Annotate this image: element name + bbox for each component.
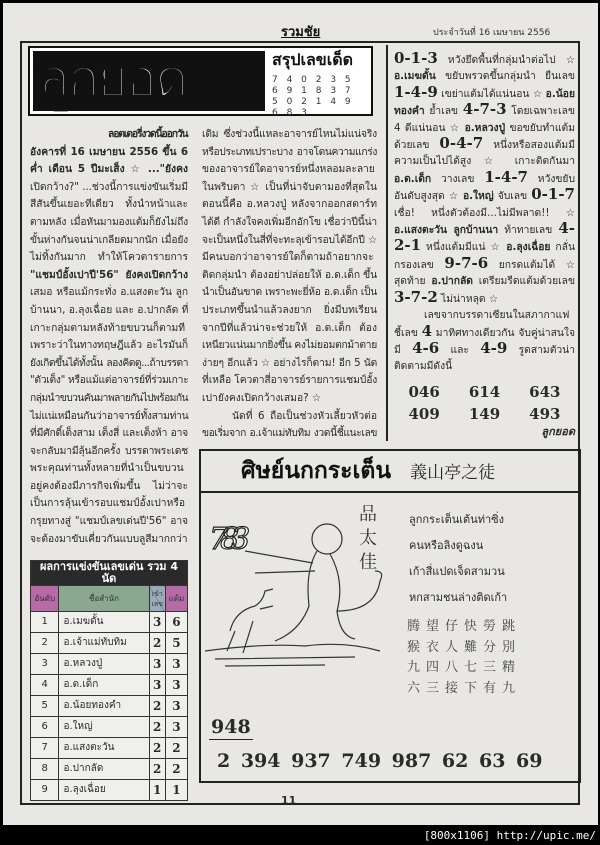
- rank-cell: 1: [31, 612, 59, 633]
- text-line: สีสันขึ้นเยอะทีเดียว ทั้งนำหน้าและ: [30, 198, 188, 211]
- predicted-number: 1-4-9: [394, 82, 438, 101]
- predicted-number: 1-4-7: [484, 167, 528, 186]
- watermark: [800x1106] http://upic.me/: [423, 829, 596, 842]
- table-row: [31, 759, 188, 780]
- publication-logo: รวมชัย: [281, 25, 321, 40]
- col-hits: [149, 586, 165, 612]
- text-line: กรุยทางสู่ "แชมป์เลขเด่นปี'56" อาจ: [30, 515, 188, 528]
- vertical-chinese: [359, 503, 381, 575]
- text-run: ขอขยับทำแต้มด้วยเลข: [394, 121, 575, 152]
- signature: ลูกยอด: [541, 424, 575, 438]
- master-name: อ.ปากลัด: [431, 275, 473, 288]
- box-title-thai: ศิษย์นกกระเต็น: [241, 458, 392, 484]
- text-line: อังคารที่ 16 เมษายน 2556 ขึ้น 6: [30, 145, 188, 158]
- text-run: กลั่นกรองเลข: [394, 241, 575, 271]
- text-run: และ: [439, 343, 481, 356]
- text-line: อยู่คงต้องมีภารกิจเพิ่มขึ้น ไม่ว่าจะ: [30, 479, 188, 492]
- text-line: เปายังคงเปิดกว้างเสมอ? ☆: [202, 391, 322, 404]
- text-run: รูดสามตัวน่าติดตามมีดังนี้: [394, 343, 575, 373]
- text-line: "ตัวเต็ง" หรือแม้แต่อาจารย์ที่ร่วมเกาะ: [30, 374, 189, 387]
- name-cell: อ.ปากลัด: [59, 759, 149, 780]
- master-name: อ.ด.เด็ก: [394, 172, 432, 185]
- text-line: ที่เหลือ โควตาสี่อาจารย์รายการแชมป์อั้ง: [202, 374, 378, 387]
- text-line: เพราะว่าในทางทฤษฎีแล้ว อะไรมันก็: [30, 339, 188, 352]
- points-cell: 3: [165, 654, 187, 675]
- hits-cell: 3: [149, 612, 165, 633]
- poem-line: 九四八七三精: [407, 660, 522, 675]
- text-line: เกาะกลุ่มตามหลังท้ายขบวนก็ตามที: [30, 321, 186, 334]
- predicted-number: 4-6: [412, 338, 440, 357]
- middle-column-text: [202, 126, 377, 443]
- rank-cell: 9: [31, 780, 59, 801]
- rank-cell: 5: [31, 696, 59, 717]
- table-row: [31, 612, 188, 633]
- text-line: "แชมป์อั้งเปาปี'56" ยังคงเปิดกว้าง: [30, 268, 188, 281]
- table-caption: ผลการแข่งขันเลขเด่น รวม 4 นัด: [31, 561, 188, 586]
- text-run: ย้ำเลข: [424, 105, 463, 118]
- text-run: หนึ่งแต้มมีแน่ ☆: [421, 241, 507, 254]
- rabbit: [227, 589, 273, 653]
- hits-cell: 1: [149, 780, 165, 801]
- three-digit-number: 409: [408, 404, 440, 423]
- hits-cell: 2: [149, 717, 165, 738]
- text-line: พระคุณท่านทั้งหลายที่นำเป็นขบวน: [30, 462, 184, 475]
- text-line: เดิม ซึ่งช่วงนี้แหละอาจารย์ไหนไม่แน่จริง: [202, 128, 377, 140]
- points-cell: 2: [165, 738, 187, 759]
- col-hits-top: เข้า: [151, 589, 163, 598]
- poem-line: 六三接下有九: [407, 680, 522, 696]
- text-run: หวังยึดพื้นที่กลุ่มนำต่อไป ☆: [437, 54, 575, 66]
- box-title-chinese: 義山亭之徒: [410, 463, 496, 483]
- text-line: ได้ดี กำลังใจคงเพิ่มอีกอักโข เชื่อว่าปีนี้น่า: [202, 215, 377, 228]
- master-name: อ.ใหญ่: [462, 190, 494, 203]
- predictions-paragraph: [394, 51, 575, 307]
- text-line: ตอนนี้คือ อ.หลวงปู่ หลังจากออกสตาร์ท: [202, 198, 377, 211]
- master-name: อ.เมฆดั้น: [394, 70, 436, 83]
- name-cell: อ.เมฆดั้น: [59, 612, 149, 633]
- text-line: จะกลับมามีลุ้นอีกครั้ง บรรดาพระเดช: [30, 444, 188, 457]
- page-number: 11: [281, 794, 297, 807]
- text-line: เปิดกว้าง?" ...ช่วงนี้การแข่งขันเริ่มมี: [30, 180, 188, 193]
- text-line: เหนียวแน่นมากยิ่งขึ้น คงไม่ยอมตกม้าตาย: [202, 339, 377, 352]
- text-line: เสมอ หรือแม้กระทั่ง อ.แสงตะวัน ลูก: [30, 286, 188, 299]
- text-run: ท้าทายเลข: [498, 224, 559, 237]
- predicted-number: 0-4-7: [439, 134, 484, 153]
- rank-cell: 7: [31, 738, 59, 759]
- predicted-number: 0-1-7: [531, 185, 575, 204]
- text-line: ง่ายๆ อีกแล้ว ☆ อย่างไรก็ตาม! อีก 5 นัด: [202, 356, 378, 369]
- text-line: ลอตเตอรี่งวดนี้ออกวัน: [108, 128, 188, 140]
- text-run: เลขจากบรรดาเซียนในสภากาแฟ ชี้เลข: [394, 309, 570, 339]
- text-run: เชื่อ! หนึ่งตัวต้องมี...ไม่มีพลาด!! ☆: [394, 206, 575, 219]
- text-run: ยกรดแต้มได้ ☆ สุดท้าย: [394, 258, 575, 288]
- top-number: 948: [211, 716, 251, 738]
- hits-cell: 3: [149, 675, 165, 696]
- text-run: โดยเฉพาะเลข 4 ดีแน่นอน ☆: [394, 105, 576, 134]
- col-hits-bottom: เลข: [151, 599, 163, 608]
- table-row: [31, 780, 188, 801]
- ground-lines: [205, 644, 380, 666]
- column-banner: [28, 46, 373, 116]
- points-cell: 3: [165, 675, 187, 696]
- chinese-poem: [407, 617, 521, 699]
- name-cell: อ.แสงตะวัน: [59, 738, 149, 759]
- rank-cell: 3: [31, 654, 59, 675]
- master-name: อ.แสงตะวัน ลูกบ้านนา: [394, 224, 499, 237]
- rank-cell: 8: [31, 759, 59, 780]
- text-run: เตรียมรีดแต้มด้วยเลข: [472, 275, 575, 288]
- name-cell: อ.ด.เด็ก: [59, 675, 149, 696]
- text-line: นำเป็นอันขาด เพราะพะยี่ห้อ อ.ด.เด็ก เป็น: [202, 286, 377, 299]
- text-line: มีคนบอกว่าอาจารย์ใดก็ตามถ้าอยากจะ: [202, 251, 374, 264]
- handwritten-number: 783: [209, 522, 243, 557]
- text-run: มาทิศทางเดียวกัน จับคู่น่าสนใจมี: [394, 326, 575, 356]
- name-cell: อ.ลุงเฉื่อย: [59, 780, 149, 801]
- left-column-text: [30, 126, 188, 548]
- text-line: ประเภทขึ้นนำแล้วลงยาก ยิ่งมีบทเรียน: [202, 303, 377, 316]
- text-run: ไม่น่าหลุด ☆: [437, 292, 499, 305]
- table-row: [31, 696, 188, 717]
- rank-cell: 2: [31, 633, 59, 654]
- poem-line: 猴衣人難分別: [407, 639, 522, 655]
- points-cell: 2: [165, 759, 187, 780]
- table-row: [31, 633, 188, 654]
- name-cell: อ.น้อยทองคำ: [59, 696, 149, 717]
- text-line: ของอาจารย์ใดอาจารย์หนึ่งหลอมละลาย: [202, 163, 375, 176]
- points-cell: 6: [165, 612, 187, 633]
- poem-line: หกสามชนล่างติดเก้า: [409, 591, 508, 604]
- thai-poem: [409, 507, 507, 611]
- three-digit-number: 046: [408, 382, 440, 401]
- text-line: บ้านนา, อ.ลุงเฉื่อย และ อ.ปากลัด ที่: [30, 303, 189, 316]
- vertical-char: 佳: [359, 552, 377, 573]
- table-row: [31, 717, 188, 738]
- text-line: ที่มีศักดิ์เต็งสาม เต็งสี่ และเต็งห้า อาจ: [30, 427, 188, 440]
- text-line: จะต้องมาขับเคี่ยวกันแบบลูสีมากกว่า: [30, 532, 188, 545]
- poem-line: 腾望仔快勞跳: [407, 619, 522, 634]
- text-line: ไม่แน่เหมือนกันว่าอาจารย์ทั้งสามท่าน: [30, 409, 189, 422]
- predicted-number: 0-1-3: [394, 49, 438, 67]
- hits-cell: 3: [149, 654, 165, 675]
- banner-scattered-digits: 7 4 0 2 3 5 6 9 1 8 3 7 5 0 2 1 4 9 6 8 3: [272, 75, 354, 118]
- master-name: อ.น้อยทองคำ: [394, 87, 575, 118]
- three-digit-number: 614: [468, 382, 501, 401]
- text-line: ขอเริ่มจาก อ.เจ้าแม่ทับทิม งวดนี้ชี้แนะเลข: [202, 427, 377, 440]
- text-run: เขย่าแต้มได้แน่นอน ☆: [437, 87, 546, 100]
- text-line: ตามหลัง เมื่อหันมามองแต้มก็ยังไม่ถึง: [30, 215, 188, 228]
- box-title: [201, 451, 579, 493]
- poem-line: ลูกกระเต็นเต้นท่าซิ่ง: [409, 513, 504, 526]
- three-digit-grid: [394, 383, 575, 423]
- master-name: อ.หลวงปู่: [464, 121, 506, 134]
- table-row: [31, 654, 188, 675]
- col-name: ชื่อสำนัก: [59, 586, 149, 612]
- text-line: ขั้นห่างกันจนน่าเกลียดมากนัก เมื่อยัง: [30, 233, 188, 246]
- text-line: นัดที่ 6 ถือเป็นช่วงหัวเลี้ยวหัวต่อ: [232, 409, 377, 422]
- name-cell: อ.ใหญ่: [59, 717, 149, 738]
- master-name: อ.ลุงเฉื่อย: [506, 241, 551, 254]
- text-line: ค่ำ เดือน 5 ปีมะเส็ง ☆ ..."ยังคง: [30, 163, 188, 176]
- text-line: เป็นการลุ้นเข้ารอบแชมป์อั้งเปาหรือ: [30, 497, 186, 510]
- right-column: [386, 45, 579, 441]
- points-cell: 3: [165, 696, 187, 717]
- hits-cell: 2: [149, 759, 165, 780]
- text-line: หรือประเภทเปราะบาง อาจโดนความแกร่ง: [202, 145, 377, 158]
- text-run: หนึ่งหรือสองแต้มมีความเป็นไปได้สูง ☆ เกาะติดกันมา: [394, 139, 575, 168]
- name-cell: อ.เจ้าแม่ทับทิม: [59, 633, 149, 654]
- banner-subtitle: สรุปเลขเด็ด: [272, 50, 353, 69]
- table-row: [31, 675, 188, 696]
- col-points: แต้ม: [165, 586, 187, 612]
- points-cell: 3: [165, 717, 187, 738]
- poem-line: คนหรือลิงดูฉงน: [409, 539, 484, 552]
- poem-line: เก้าสี่แปดเจ็ดสามวน: [409, 565, 505, 578]
- text-line: ไม่ทิ้งกันมาก ทำให้โควตารายการ: [30, 251, 188, 264]
- predicted-number: 4-2-1: [394, 219, 575, 255]
- banner-title: ลูกยอด: [38, 48, 187, 109]
- coffee-shop-paragraph: [394, 307, 575, 375]
- predicted-number: 9-7-6: [444, 253, 489, 272]
- three-digit-number: 493: [529, 404, 561, 423]
- predicted-number: 4-7-3: [462, 100, 507, 119]
- predicted-number: 4: [421, 321, 433, 340]
- text-line: ยังเกิดขึ้นได้ทั้งนั้น ลองคิดดู...ถ้าบรรดา: [30, 356, 188, 369]
- newspaper-page: [3, 3, 598, 825]
- hits-cell: 2: [149, 633, 165, 654]
- hits-cell: 2: [149, 738, 165, 759]
- text-run: จับเลข: [493, 190, 532, 203]
- text-run: หวังขยับอันดับสูงสุด ☆: [394, 172, 575, 203]
- table-row: [31, 738, 188, 759]
- text-line: ติดกลุ่มนำ ต้องอย่าปล่อยให้ อ.ด.เด็ก ขึ้น: [202, 268, 378, 281]
- text-run: วางเลข: [431, 172, 485, 185]
- vertical-char: 太: [359, 528, 377, 549]
- hits-cell: 2: [149, 696, 165, 717]
- three-digit-number: 643: [529, 382, 561, 401]
- predicted-number: 3-7-2: [394, 287, 438, 306]
- vertical-char: 品: [359, 504, 377, 525]
- standings-table: [30, 560, 188, 801]
- kingfisher-box: [199, 449, 581, 783]
- name-cell: อ.หลวงปู่: [59, 654, 149, 675]
- text-line: จะเป็นหนึ่งในสี่ที่จะทะลุเข้ารอบได้อีกปี ☆: [202, 233, 377, 246]
- three-digit-number: 149: [468, 404, 501, 423]
- text-run: ขยับพรวดขึ้นกลุ่มนำ ยืนเลข: [435, 70, 575, 83]
- lucky-numbers: 2 394 937 749 987 62 63 69: [217, 750, 543, 772]
- text-line: จากปีที่แล้วน่าจะช่วยให้ อ.ด.เด็ก ต้อง: [202, 321, 377, 334]
- rank-cell: 4: [31, 675, 59, 696]
- text-line: กลุ่มนำขบวนคันมาพลายกันไปพร้อมกัน: [30, 391, 188, 404]
- col-rank: อันดับ: [31, 586, 59, 612]
- rank-cell: 6: [31, 717, 59, 738]
- points-cell: 1: [165, 780, 187, 801]
- text-line: ในพริบตา ☆ เป็นที่น่าจับตามองที่สุดใน: [202, 180, 377, 193]
- monkey-head: [312, 524, 342, 554]
- issue-date: ประจำวันที่ 16 เมษายน 2556: [433, 28, 551, 38]
- points-cell: 5: [165, 633, 187, 654]
- predicted-number: 4-9: [480, 338, 508, 357]
